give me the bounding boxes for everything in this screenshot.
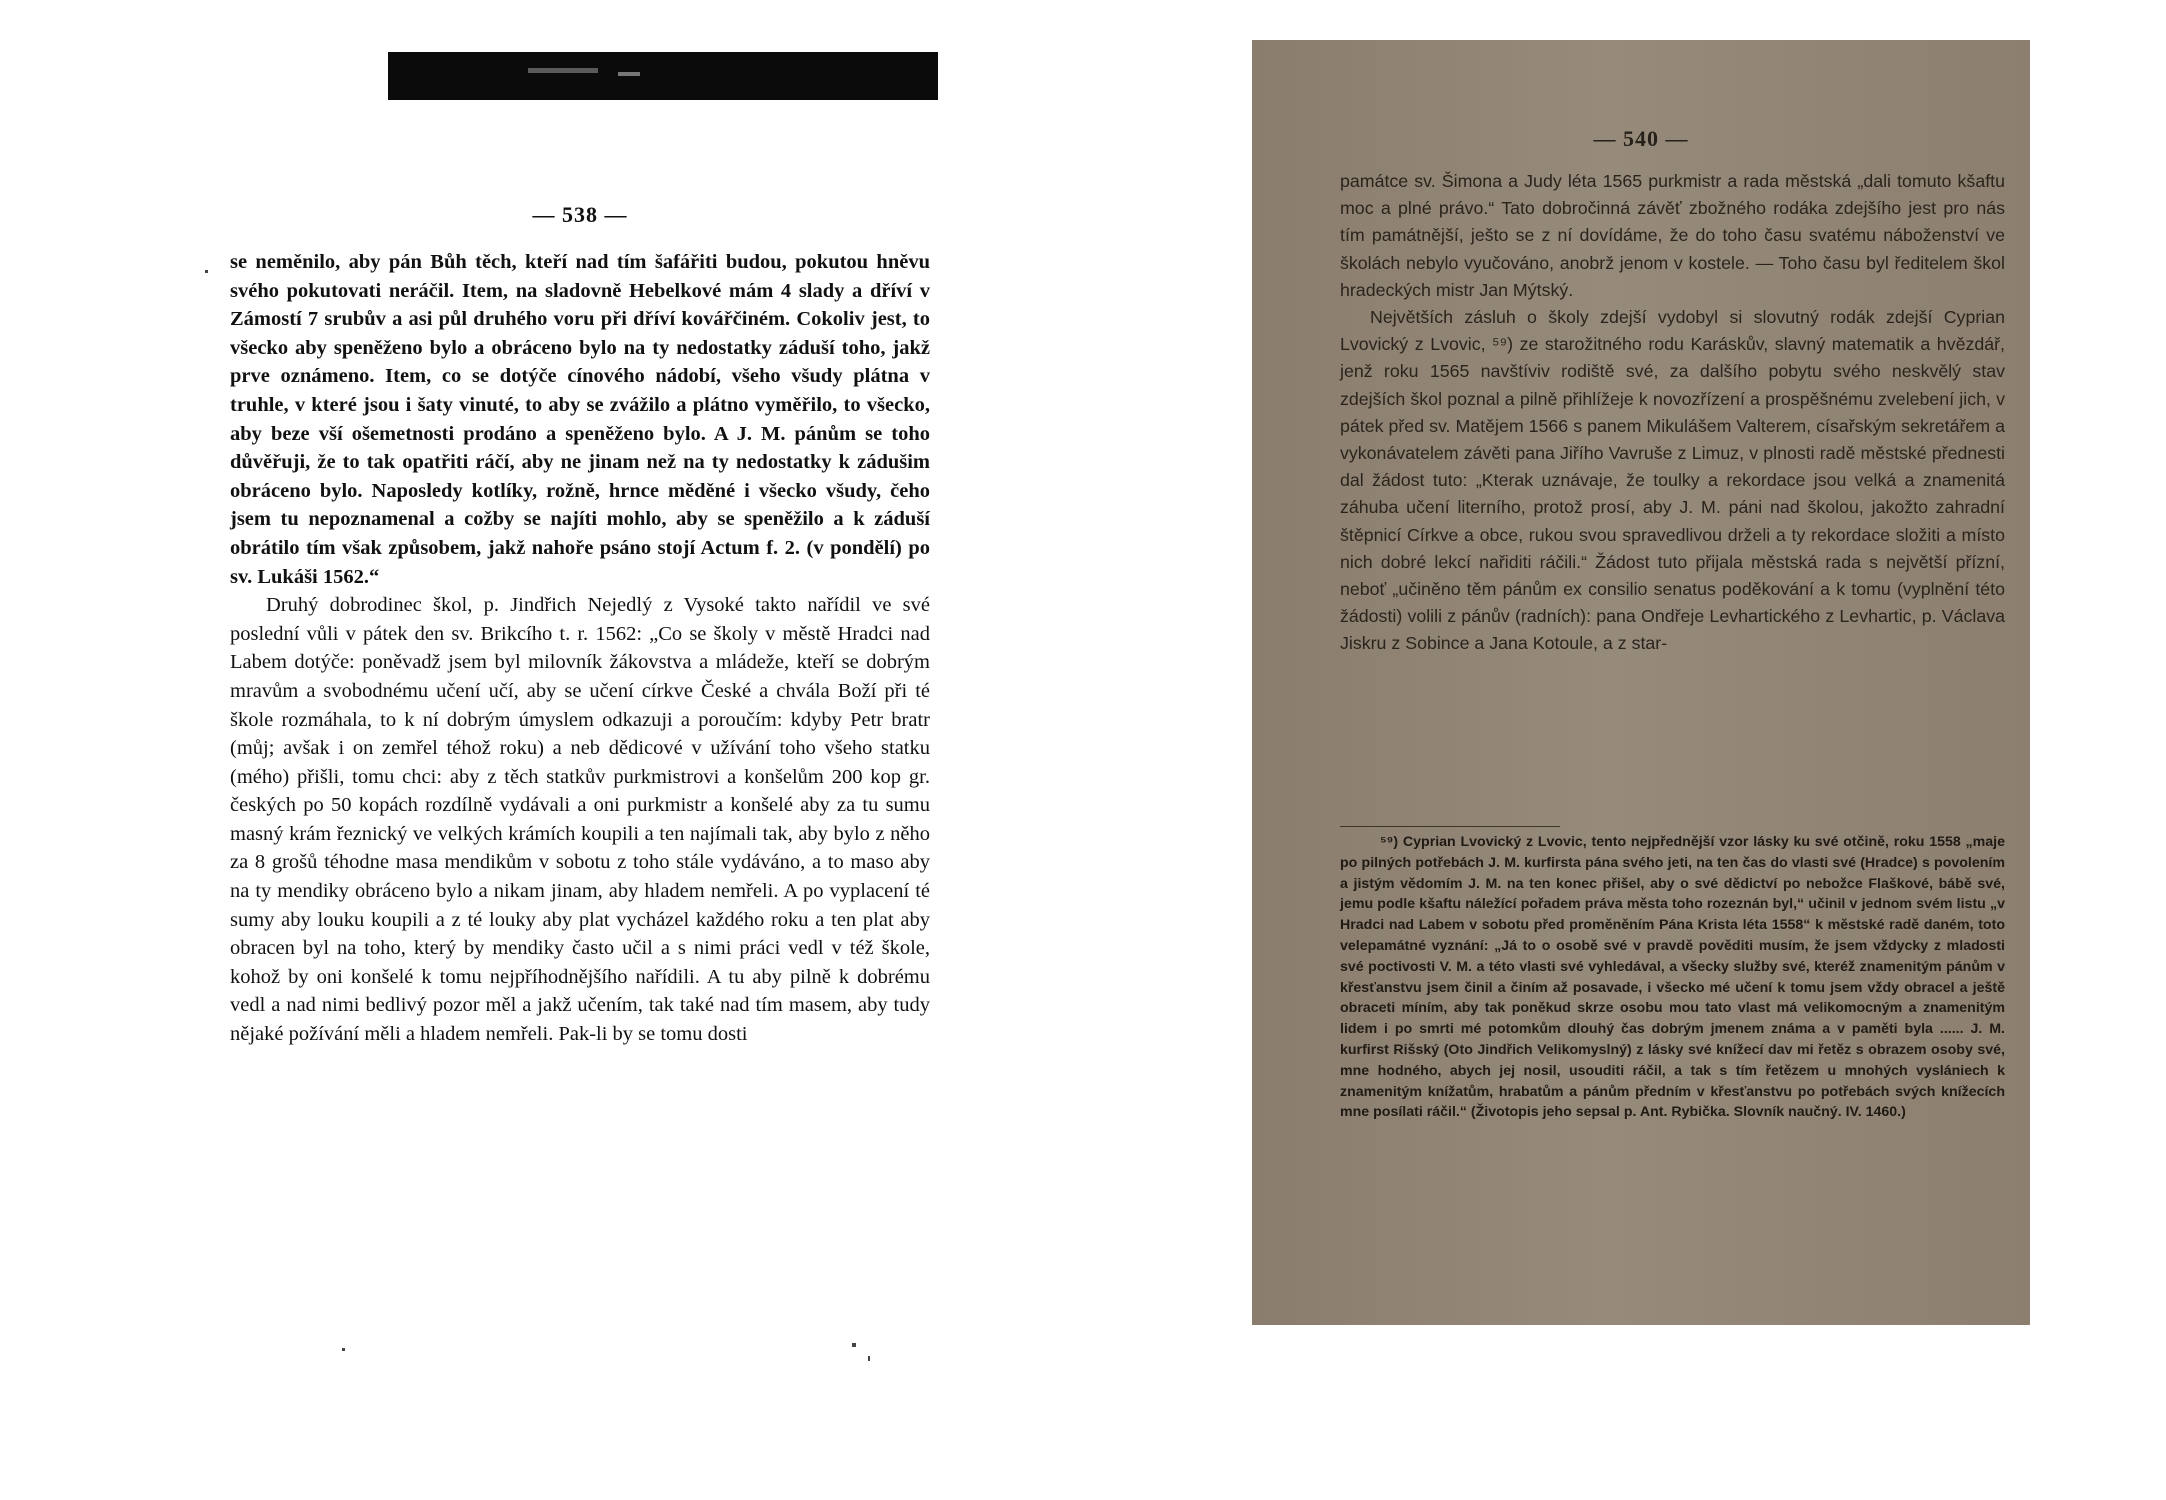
- page-number: — 538 —: [532, 202, 628, 227]
- scan-speck: [852, 1343, 856, 1347]
- page-number: — 540 —: [1593, 126, 1689, 151]
- scan-speck: [342, 1348, 345, 1351]
- footnote: [1340, 832, 2005, 1123]
- scan-speck: [868, 1356, 870, 1361]
- left-page: [230, 40, 930, 1410]
- paragraph: se neměnilo, aby pán Bůh těch, kteří nad tím šafářiti budou, pokutou hněvu svého pokutovati neráčil. Item, na sladovně Hebelkové mám 4 slady a dříví v Zámostí 7 srubův a asi půl druhého voru při dříví kovářčiném. Cokoliv jest, to všecko aby speněženo bylo a obráceno bylo na ty nedostatky záduší toho, jakž prve oznámeno. Item, co se dotýče cínového nádobí, všeho všudy plátna v truhle, v které jsou i šaty vinuté, to aby se zvážilo a plátno vyměřilo, to všecko, aby beze vší ošemetnosti prodáno a speněženo bylo. A J. M. pánům se toho důvěřuji, že to tak opatřiti ráčí, aby ne jinam než na ty nedostatky k zádušim obráceno bylo. Naposledy kotlíky, rožně, hrnce měděné i všecko všudy, čeho jsem tu nepoznamenal a cožby se najíti mohlo, aby se speněžilo a k záduší obrátilo tím však způsobem, jakž nahoře psáno stojí Actum f. 2. (v pondělí) po sv. Lukáši 1562.“: [230, 251, 930, 588]
- paragraph: památce sv. Šimona a Judy léta 1565 purkmistr a rada městská „dali tomuto kšaftu moc a plné právo.“ Tato dobročinná závěť zbožného rodáka zdejšího jest pro nás tím památnější, ješto se z ní dovídáme, že do toho času svatému náboženství ve školách nebylo vyučováno, anobrž jenom v kostele. — Toho času byl ředitelem škol hradeckých mistr Jan Mýtský.: [1340, 171, 2005, 300]
- right-page: [1252, 40, 2030, 1325]
- bar-mark: [528, 68, 598, 73]
- right-page-body: [1340, 168, 2005, 658]
- paragraph: Největších zásluh o školy zdejší vydobyl si slovutný rodák zdejší Cyprian Lvovický z Lvovic, ⁵⁹) ze starožitného rodu Karáskův, slavný matematik a hvězdář, jenž roku 1565 navštíviv rodiště své, za dalšího pobytu svého neskvělý stav zdejších škol poznal a pilně přihlížeje k novozřízení a prospěšnému zvelebení jich, v pátek před sv. Matějem 1566 s panem Mikulášem Valterem, císařským sekretářem a vykonávatelem závěti pana Jiřího Vavruše z Limuz, v plnosti radě městské přednesti dal žádost tuto: „Kterak uznávaje, že toulky a rekordace jsou velká a znamenitá záhuba učení literního, protož prosí, aby J. M. páni nad školou, jakožto zahradní štěpnicí Církve a obce, rukou svou spravedlivou drželi a ty rekordace složiti a místo nich dobré lekcí nařiditi ráčili.“ Žádost tuto přijala městská rada s největší přízní, neboť „učiněno těm pánům ex consilio senatus poděkování a k tomu (vyplnění této žádosti) volili z pánův (radních): pana Ondřeje Levhartického z Levhartic, p. Václava Jiskru z Sobince a Jana Kotoule, a z star-: [1340, 307, 2005, 654]
- footnote-text: ⁵⁹) Cyprian Lvovický z Lvovic, tento nejpřednější vzor lásky ku své otčině, roku 1558 „maje po pilných potřebách J. M. kurfirsta pána svého jeti, na ten čas do vlasti své (Hradce) s povolením a jistým vědomím J. M. na ten konec přišel, aby o své dědictví po nebožce Flaškové, bábě své, jemu podle kšaftu náležící pořadem práva města toho rozeznán byl,“ učinil v jednom svém listu „v Hradci nad Labem v sobotu před proměněním Pána Krista léta 1558“ k městské radě daném, toto velepamátné vyznání: „Já to o osobě své v pravdě pověditi musím, že jsem vždycky z mladosti své poctivosti V. M. a této vlasti své vyhledával, a všecky služby své, kteréž znamenitým pánům v křesťanstvu jsem činil a činím až posavade, i všecko mé učení k tomu jsem vždy obracel a ještě obraceti míním, aby tak poněkud skrze osobu mou tato vlast má velikomocným a znamenitým lidem i po smrti mé potomkům dlouhý čas dobrým jmenem známa a v paměti byla ...... J. M. kurfirst Rišský (Oto Jindřich Velikomyslný) z lásky své knížecí dav mi řetěz s obrazem osoby své, mne hodného, abych jej nosil, usouditi ráčil, a tak s tím řetězem u mnohých vyslániech k znamenitým knížatům, hrabatům a pánům předním v křesťanstvu po potřebách svých knížecích mne posílati ráčil.“ (Životopis jeho sepsal p. Ant. Rybička. Slovník naučný. IV. 1460.): [1340, 834, 2005, 1121]
- left-page-body: [230, 248, 930, 1049]
- scan-speck: [205, 270, 208, 273]
- scan-redaction-bar: [388, 52, 938, 100]
- bar-mark: [618, 72, 640, 76]
- paragraph: Druhý dobrodinec škol, p. Jindřich Nejedlý z Vysoké takto nařídil ve své poslední vůli v pátek den sv. Brikcího t. r. 1562: „Co se školy v městě Hradci nad Labem dotýče: poněvadž jsem byl milovník žákovstva a mládeže, kteří se dobrým mravům a svobodnému učení učí, aby se učení církve České a chvála Boží při té škole rozmáhala, to k ní dobrým úmyslem odkazuji a poroučím: kdyby Petr bratr (můj; avšak i on zemřel téhož roku) a neb dědicové v užívání toho všeho statku (mého) přišli, tomu chci: aby z těch statkův purkmistrovi a konšelům 200 kop gr. českých po 50 kopách rozdílně vydávali a oni purkmistr a konšelé aby za tu sumu masný krám řeznický ve velkých krámích koupili a ten najímali tak, aby bylo z něho za 8 grošů téhodne masa mendikům v sobotu z toho stále vydáváno, a to maso aby na ty mendiky obráceno bylo a nikam jinam, aby hladem nemřeli. A po vyplacení té sumy aby louku koupili a z té louky aby plat vycházel každého roku a ten plat aby obracen byl na toho, který by mendiky často učil a s nimi práci vedl v též škole, kohož by oni konšelé k tomu nejpříhodnějšího nařídili. A tu aby pilně k dobrému vedl a nad nimi bedlivý pozor měl a jakž učením, tak také nad tím masem, aby tudy nějaké požívání měli a hladem nemřeli. Pak-li by se tomu dosti: [230, 594, 930, 1046]
- footnote-divider: [1340, 826, 1560, 827]
